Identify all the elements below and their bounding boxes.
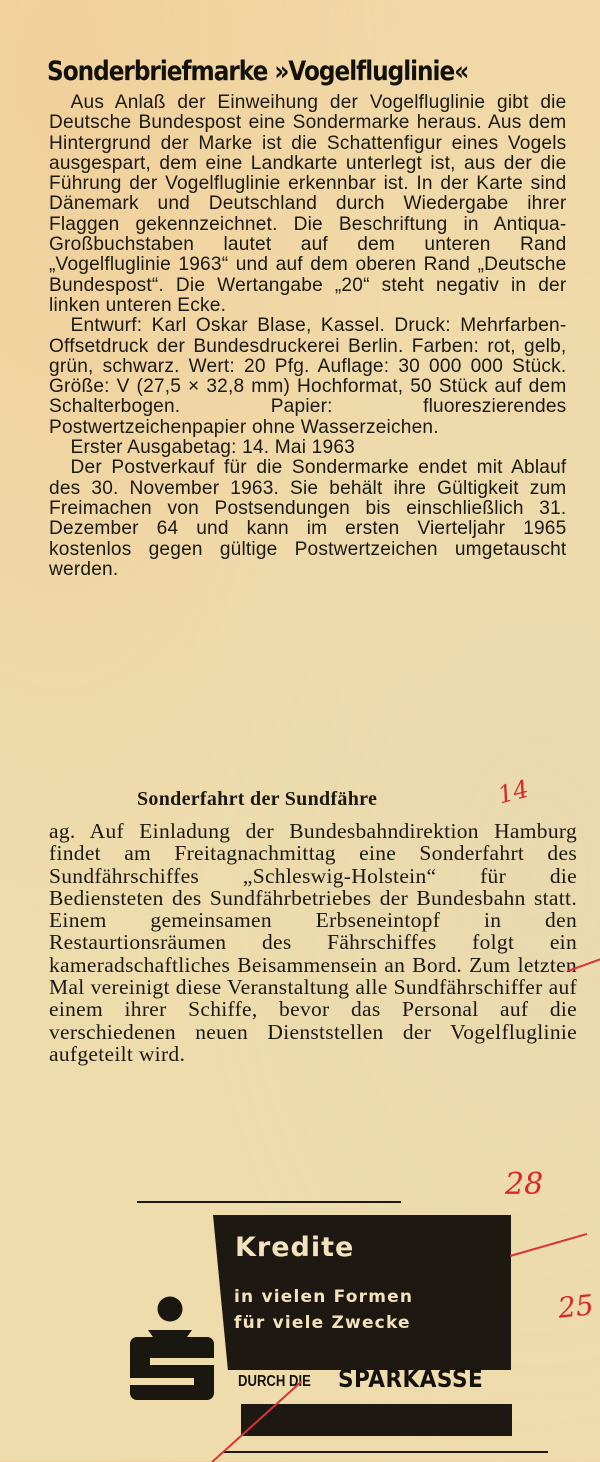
handwritten-note-28: 28 xyxy=(505,1167,544,1202)
ad-brand: SPARKASSE xyxy=(338,1365,484,1393)
article-headline-sundfaehre: Sonderfahrt der Sundfähre xyxy=(137,788,378,810)
paragraph: Aus Anlaß der Einweihung der Vogelfluglinie gibt die Deutsche Bundespost eine Sondermarke heraus. Aus dem Hintergrund der Marke ist die Schattenfigur eines Vogels ausgespart, dem eine Landkarte unterlegt ist, aus der die Führung der Vogelfluglinie erkennbar ist. In der Karte sind Dänemark und Deutschland durch Wiedergabe ihrer Flaggen gekennzeichnet. Die Beschriftung in Antiqua-Großbuchstaben lautet auf dem unteren Rand „Vogelfluglinie 1963“ und auf dem oberen Rand „Deutsche Bundespost“. Die Wertangabe „20“ steht negativ in der linken unteren Ecke. xyxy=(49,91,567,316)
ad-title: Kredite xyxy=(235,1232,355,1263)
ad-line-1: in vielen Formen xyxy=(234,1287,414,1307)
ad-tagline-prefix: DURCH DIE xyxy=(238,1373,311,1390)
sparkasse-s-logo-icon xyxy=(130,1296,216,1406)
bottom-divider-rule xyxy=(224,1451,548,1453)
paragraph: Erster Ausgabetag: 14. Mai 1963 xyxy=(70,436,355,459)
article-headline-sonderbriefmarke: Sonderbriefmarke »Vogelfluglinie« xyxy=(47,56,469,87)
handwritten-note-25: 25 xyxy=(556,1288,596,1325)
ad-bottom-bar xyxy=(241,1404,512,1436)
red-pen-mark xyxy=(510,1233,587,1256)
article-body-sonderbriefmarke xyxy=(49,92,566,579)
article-body-sundfaehre xyxy=(49,820,577,1065)
paragraph: ag. Auf Einladung der Bundesbahndirektion Hamburg findet am Freitagnachmittag eine Sonderfahrt des Sundfährschiffes „Schleswig-Holstein“ für die Bediensteten des Sundfährbetriebes der Bundesbahn statt. Einem gemeinsamen Erbseneintopf in den Restaurtionsräumen des Fährschiffes folgt ein kameradschaftliches Beisammensein an Bord. Zum letzten Mal vereinigt diese Veranstaltung alle Sundfährschiffer auf einem ihrer Schiffe, bevor das Personal auf die verschiedenen neuen Dienststellen der Vogelfluglinie aufgeteilt wird. xyxy=(49,819,577,1066)
paragraph: Entwurf: Karl Oskar Blase, Kassel. Druck: Mehrfarben-Offsetdruck der Bundesdruckerei Berlin. Farben: rot, gelb, grün, schwarz. Wert: 20 Pfg. Auflage: 30 000 000 Stück. Größe: V (27,5 × 32,8 mm) Hochformat, 50 Stück auf dem Schalterbogen. Papier: fluoreszierendes Postwertzeichenpapier ohne Wasserzeichen. xyxy=(49,314,567,438)
paragraph: Der Postverkauf für die Sondermarke endet mit Ablauf des 30. November 1963. Sie behält ihre Gültigkeit zum Freimachen von Postsendungen bis einschließlich 31. Dezember 64 und kann im ersten Vierteljahr 1965 kostenlos gegen gültige Postwertzeichen umgetauscht werden. xyxy=(49,456,567,580)
ad-line-2: für viele Zwecke xyxy=(234,1313,411,1333)
divider-rule xyxy=(137,1201,401,1203)
handwritten-note-14: 14 xyxy=(495,774,532,810)
